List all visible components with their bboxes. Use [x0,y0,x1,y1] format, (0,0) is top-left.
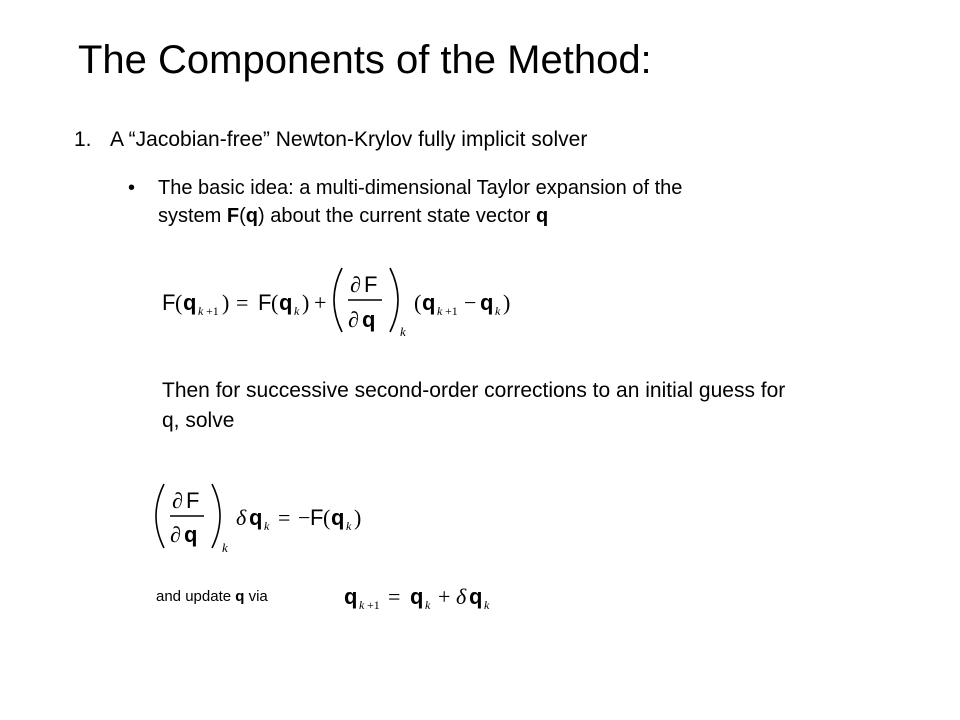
vector-q-state: q [535,205,549,227]
slide-title: The Components of the Method: [78,38,652,82]
svg-text:k: k [264,519,270,533]
svg-text:F: F [258,290,272,315]
svg-text:∂: ∂ [348,307,359,332]
update-text [156,588,268,605]
svg-text:(: ( [323,505,331,530]
svg-text:F: F [162,290,176,315]
svg-text:): ) [302,290,310,315]
update-equation [340,580,520,616]
svg-text:+1: +1 [445,304,458,318]
svg-text:k: k [437,304,443,318]
bullet-marker: • [128,177,136,199]
list-item-1 [74,128,587,152]
svg-text:∂: ∂ [170,522,181,547]
svg-text:=: = [236,290,249,315]
list-item-text: A “Jacobian-free” Newton-Krylov fully implicit solver [110,128,588,151]
svg-text:q: q [331,505,345,530]
svg-text:q: q [344,584,358,609]
svg-text:): ) [222,290,230,315]
svg-text:q: q [422,290,436,315]
svg-text:+1: +1 [206,304,219,318]
svg-text:F: F [364,272,378,297]
bullet-line-1: The basic idea: a multi-dimensional Taylor expansion of the [158,177,683,199]
svg-text:−: − [464,290,477,315]
svg-text:+: + [314,290,327,315]
svg-text:+: + [438,584,451,609]
svg-text:): ) [354,505,362,530]
svg-text:+1: +1 [367,598,380,612]
paren-open: ( [239,205,246,227]
svg-text:k: k [495,304,501,318]
svg-text:∂: ∂ [350,272,361,297]
svg-text:k: k [198,304,204,318]
svg-text:k: k [294,304,300,318]
svg-text:(: ( [414,290,422,315]
svg-text:F: F [186,488,200,513]
update-pre: and update [156,588,236,605]
svg-text:F: F [310,505,324,530]
svg-text:k: k [346,519,352,533]
then-text: Then for successive second-order corrections to an initial guess for q, solve [162,379,786,432]
svg-text:−: − [298,505,311,530]
svg-text:k: k [484,598,490,612]
svg-text:=: = [278,505,291,530]
bullet-text [158,174,878,230]
svg-text:q: q [410,584,424,609]
svg-text:q: q [249,505,263,530]
svg-text:=: = [388,584,401,609]
svg-text:k: k [359,598,365,612]
taylor-expansion-equation [150,260,530,345]
svg-text:): ) [503,290,511,315]
svg-text:q: q [279,290,293,315]
svg-text:δ: δ [456,584,467,609]
svg-text:q: q [184,522,198,547]
vector-F: F [226,205,240,227]
bullet-line-2-mid: about the current state vector [264,205,536,227]
svg-text:∂: ∂ [172,488,183,513]
svg-text:(: ( [175,290,183,315]
list-number: 1. [74,128,92,151]
svg-text:(: ( [271,290,279,315]
vector-q: q [245,205,259,227]
update-q: q [235,588,245,605]
bullet-line-2-pre: system [158,205,227,227]
svg-text:δ: δ [236,505,247,530]
paren-close: ) [258,205,265,227]
svg-text:k: k [222,540,228,555]
svg-text:q: q [469,584,483,609]
svg-text:k: k [400,324,406,339]
svg-text:q: q [362,307,376,332]
svg-text:q: q [480,290,494,315]
svg-text:q: q [183,290,197,315]
svg-text:k: k [425,598,431,612]
update-post: via [244,588,268,605]
newton-step-equation [146,478,376,558]
